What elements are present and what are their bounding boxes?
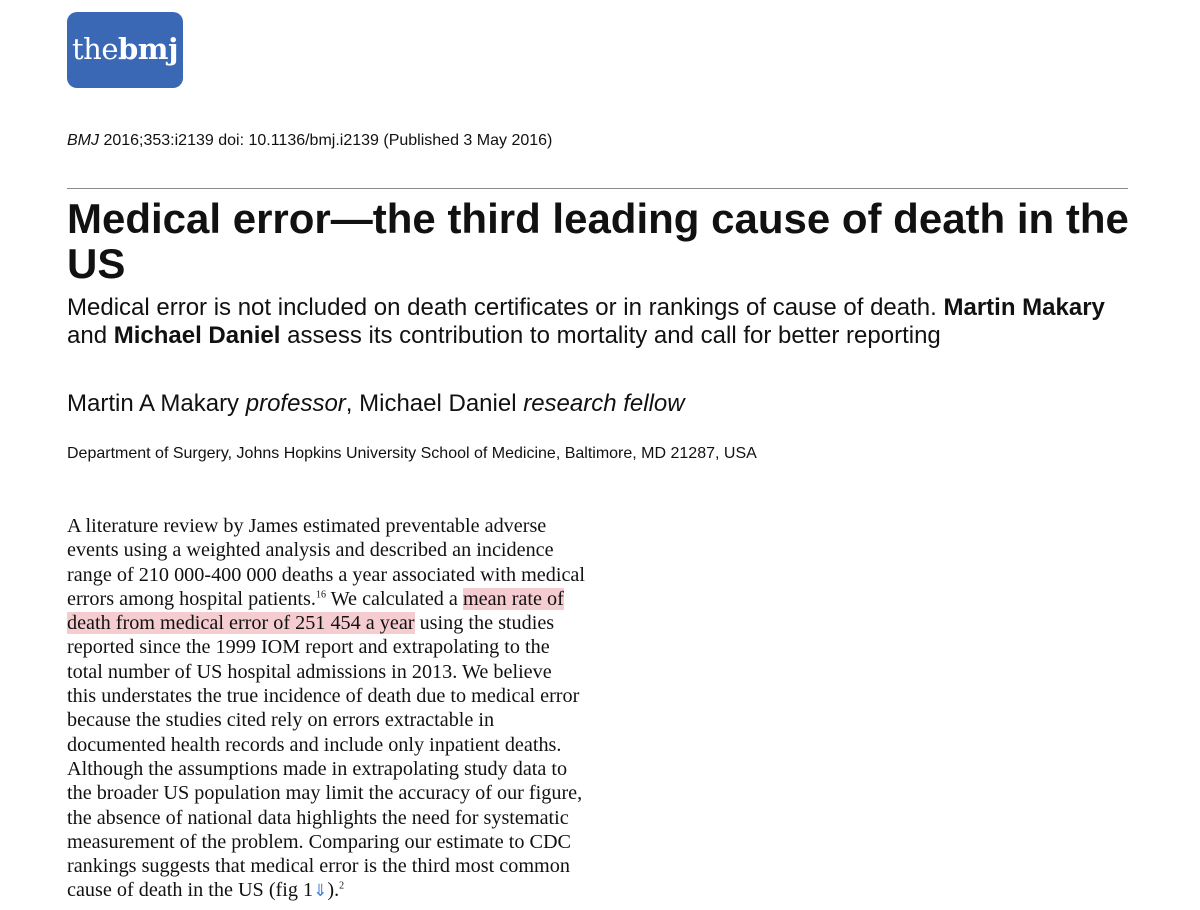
body-line: measurement of the problem. Comparing our estimate to CDC [67, 830, 572, 853]
body-line: range of 210 000-400 000 deaths a year associated with medical [67, 563, 585, 586]
body-line: errors among hospital patients.$^{16}$ We calculated a mean rate of [67, 587, 564, 610]
header-divider [67, 188, 1128, 189]
highlighted-text: mean rate of [462, 587, 564, 610]
affiliation: Department of Surgery, Johns Hopkins University School of Medicine, Baltimore, MD 21287, USA [67, 445, 757, 462]
body-line: A literature review by James estimated preventable adverse [67, 515, 547, 537]
standfirst-author-2: Michael Daniel [113, 322, 281, 349]
body-line: documented health records and include only inpatient deaths. [67, 733, 562, 756]
body-line: events using a weighted analysis and described an incidence [67, 539, 554, 562]
author-name-1: Martin A Makary [67, 390, 240, 417]
author-line: Martin A Makary professor, Michael Daniel research fellow [67, 390, 685, 417]
body-line: because the studies cited rely on errors extractable in [67, 709, 495, 732]
citation-details: 2016;353:i2139 doi: 10.1136/bmj.i2139 (Published 3 May 2016) [99, 132, 553, 149]
body-line: reported since the 1999 IOM report and extrapolating to the [67, 636, 550, 659]
body-line: Although the assumptions made in extrapolating study data to [67, 757, 568, 780]
body-line: death from medical error of 251 454 a year using the studies [67, 612, 555, 635]
standfirst: Medical error is not included on death certificates or in rankings of cause of death. Martin Makary and Michael Daniel assess its contribution to mortality and call for better reporting [67, 294, 1105, 349]
standfirst-author-1: Martin Makary [943, 294, 1105, 321]
author-role-1: professor [245, 390, 346, 417]
bmj-logo[interactable] [67, 12, 183, 88]
body-line: the broader US population may limit the accuracy of our figure, [67, 782, 583, 805]
body-paragraph [67, 514, 587, 904]
body-line: this understates the true incidence of death due to medical error [67, 685, 580, 708]
reference-2[interactable]: 2 [339, 880, 345, 892]
author-name-2: Michael Daniel [359, 390, 517, 417]
author-role-2: research fellow [523, 390, 685, 417]
body-line: the absence of national data highlights the need for systematic [67, 806, 569, 829]
bmj-logo-text: thebmj [72, 31, 178, 66]
citation-line [67, 132, 552, 150]
reference-16[interactable]: 16 [315, 589, 326, 601]
article-title: Medical error—the third leading cause of death in the US [67, 195, 1129, 287]
body-line: total number of US hospital admissions in 2013. We believe [67, 660, 552, 683]
figure-link-arrow-icon[interactable]: ⇓ [313, 881, 328, 902]
body-line: rankings suggests that medical error is the third most common [67, 855, 570, 878]
highlighted-text: death from medical error of 251 454 a year [67, 612, 415, 635]
body-line: cause of death in the US (fig 1⇓).$^2$ [67, 879, 345, 902]
journal-name: BMJ [67, 132, 99, 149]
